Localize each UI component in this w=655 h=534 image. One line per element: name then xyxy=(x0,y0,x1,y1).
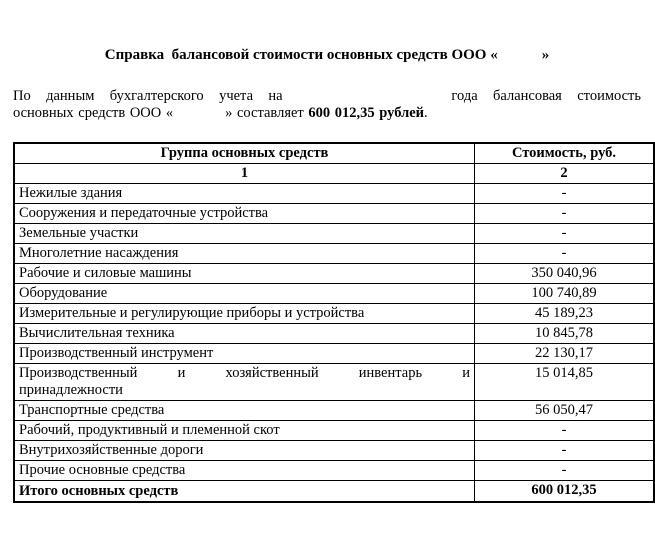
value-cell: 15 014,85 xyxy=(475,364,655,401)
group-cell: Рабочие и силовые машины xyxy=(14,264,475,284)
value-cell: 45 189,23 xyxy=(475,304,655,324)
value-cell: - xyxy=(475,204,655,224)
table-row xyxy=(14,441,654,461)
column-number-1: 1 xyxy=(14,164,475,184)
document-title-closing-quote: » xyxy=(541,47,550,63)
value-cell: 100 740,89 xyxy=(475,284,655,304)
document-title xyxy=(13,46,641,64)
group-cell: Оборудование xyxy=(14,284,475,304)
group-cell xyxy=(14,364,475,401)
value-cell: - xyxy=(475,421,655,441)
column-number-2: 2 xyxy=(475,164,655,184)
table-row xyxy=(14,421,654,441)
table-row xyxy=(14,224,654,244)
value-cell: - xyxy=(475,244,655,264)
group-cell: Рабочий, продуктивный и племенной скот xyxy=(14,421,475,441)
value-cell: - xyxy=(475,224,655,244)
intro-line2-text-after-name: » составляет xyxy=(225,105,304,121)
group-cell: Нежилые здания xyxy=(14,184,475,204)
value-cell: - xyxy=(475,461,655,481)
value-cell: 56 050,47 xyxy=(475,401,655,421)
group-cell: Земельные участки xyxy=(14,224,475,244)
table-row xyxy=(14,401,654,421)
group-cell: Вычислительная техника xyxy=(14,324,475,344)
intro-line-2 xyxy=(13,105,641,122)
table-row xyxy=(14,244,654,264)
table-row xyxy=(14,264,654,284)
group-cell: Измерительные и регулирующие приборы и устройства xyxy=(14,304,475,324)
company-name-blank-2 xyxy=(173,116,225,117)
table-row xyxy=(14,324,654,344)
group-cell: Сооружения и передаточные устройства xyxy=(14,204,475,224)
value-cell: 350 040,96 xyxy=(475,264,655,284)
value-cell: - xyxy=(475,184,655,204)
intro-line-1 xyxy=(13,88,641,105)
table-row xyxy=(14,284,654,304)
intro-line2-text-before-name: основных средств ООО « xyxy=(13,105,174,121)
value-cell: 22 130,17 xyxy=(475,344,655,364)
column-numbers-row xyxy=(14,164,654,184)
intro-line1-text-before-date: По данным бухгалтерского учета на xyxy=(13,88,283,104)
header-group-column: Группа основных средств xyxy=(14,143,475,164)
group-cell: Транспортные средства xyxy=(14,401,475,421)
value-cell: 600 012,35 xyxy=(475,481,655,503)
value-cell: 10 845,78 xyxy=(475,324,655,344)
intro-sentence-period: . xyxy=(424,105,428,121)
table-row xyxy=(14,204,654,224)
group-cell: Прочие основные средства xyxy=(14,461,475,481)
table-head xyxy=(14,143,654,184)
group-cell: Многолетние насаждения xyxy=(14,244,475,264)
table-row xyxy=(14,184,654,204)
document-page xyxy=(0,46,654,534)
table-row xyxy=(14,364,654,401)
table-body xyxy=(14,184,654,503)
intro-line1-text-after-date: года балансовая стоимость xyxy=(451,88,642,104)
intro-paragraph xyxy=(13,88,641,122)
table-row xyxy=(14,304,654,324)
group-cell: Производственный инструмент xyxy=(14,344,475,364)
table-row xyxy=(14,344,654,364)
group-cell: Внутрихозяйственные дороги xyxy=(14,441,475,461)
fixed-assets-table xyxy=(13,142,655,503)
date-blank xyxy=(298,99,436,100)
header-value-column: Стоимость, руб. xyxy=(475,143,655,164)
value-cell: - xyxy=(475,441,655,461)
group-line: принадлежности xyxy=(19,382,123,398)
group-cell: Итого основных средств xyxy=(14,481,475,503)
table-row xyxy=(14,461,654,481)
total-amount-inline: 600 012,35 рублей xyxy=(308,105,425,121)
table-header-row xyxy=(14,143,654,164)
table-row xyxy=(14,481,654,503)
group-line: Производственный и хозяйственный инвентарь и xyxy=(19,365,470,381)
company-name-blank xyxy=(498,58,542,59)
document-title-text: Справка балансовой стоимости основных средств ООО « xyxy=(104,47,498,63)
